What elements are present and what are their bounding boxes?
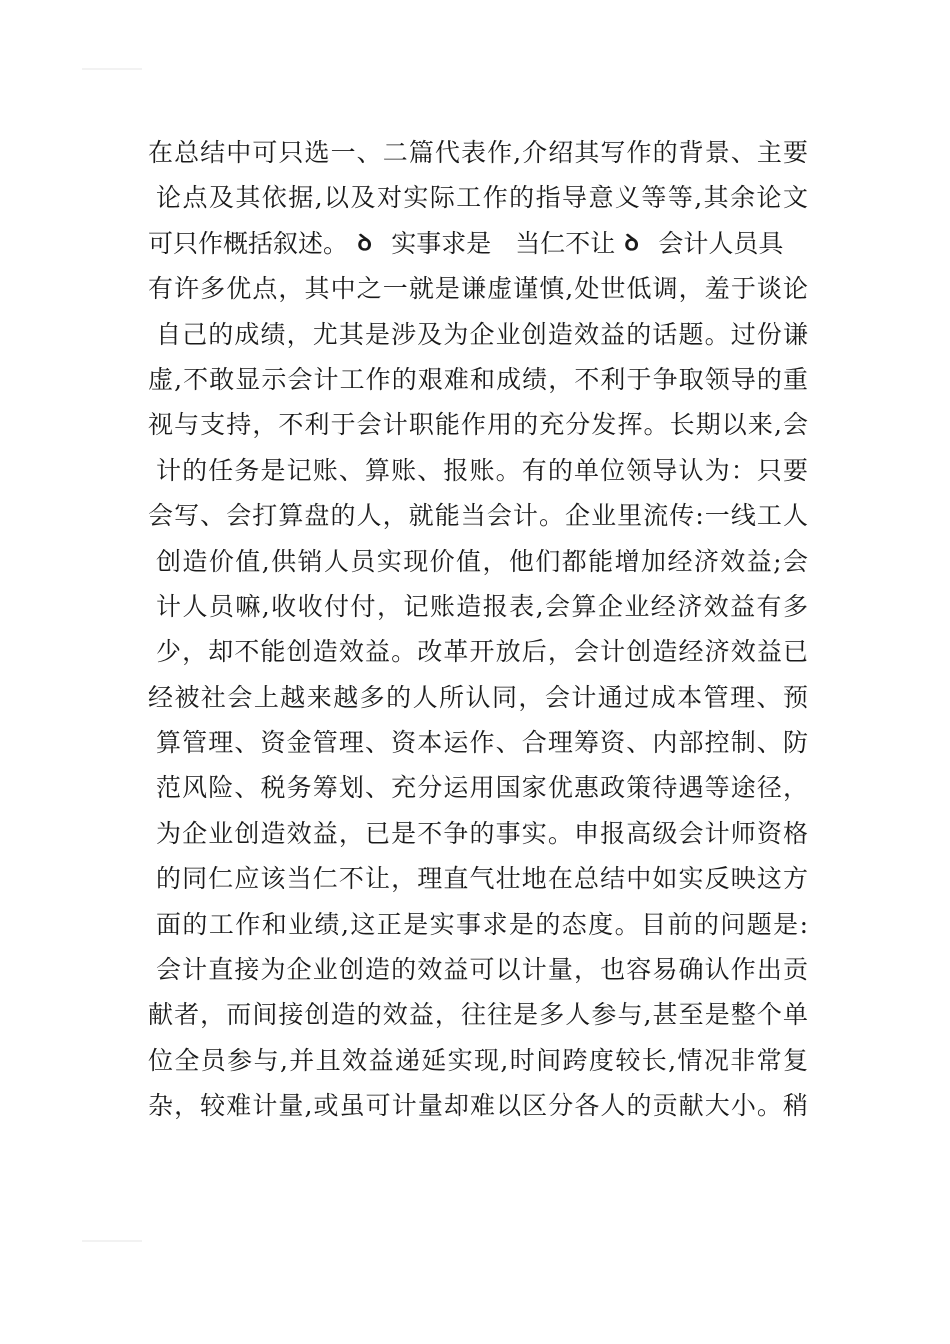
section-mark-icon: ꝺ <box>357 229 372 256</box>
heading-dangrenburang: 当仁不让 <box>515 228 616 258</box>
text-line-6: 虚,不敢显示会计工作的艰难和成绩，不利于争取领导的重 <box>148 364 808 394</box>
section-mark-icon-2: ꝺ <box>624 229 640 256</box>
text-line-8: 计的任务是记账、算账、报账。有的单位领导认为：只要 <box>156 455 808 485</box>
line3-part1: 可只作概括叙述。 <box>148 228 349 258</box>
text-line-17: 的同仁应该当仁不让，理直气壮地在总结中如实反映这方 <box>156 864 808 894</box>
text-line-10: 创造价值,供销人员实现价值，他们都能增加经济效益;会 <box>156 546 808 576</box>
text-line-21: 位全员参与,并且效益递延实现,时间跨度较长,情况非常复 <box>148 1045 808 1075</box>
text-line-19: 会计直接为企业创造的效益可以计量，也容易确认作出贡 <box>156 955 808 985</box>
text-line-4: 有许多优点，其中之一就是谦虚谨慎,处世低调，羞于谈论 <box>148 274 808 304</box>
body-text <box>148 130 808 1129</box>
heading-shishiqiushi: 实事求是 <box>391 228 492 258</box>
text-line-9: 会写、会打算盘的人，就能当会计。企业里流传:一线工人 <box>148 501 808 531</box>
text-line-12: 少，却不能创造效益。改革开放后，会计创造经济效益已 <box>156 637 808 667</box>
text-line-16: 为企业创造效益，已是不争的事实。申报高级会计师资格 <box>156 818 808 848</box>
text-line-13: 经被社会上越来越多的人所认同，会计通过成本管理、预 <box>148 682 808 712</box>
bottom-scan-mark <box>82 1240 142 1242</box>
text-line-15: 范风险、税务筹划、充分运用国家优惠政策待遇等途径， <box>156 773 808 803</box>
top-scan-mark <box>82 68 142 70</box>
text-line-3 <box>148 221 808 266</box>
text-line-1: 在总结中可只选一、二篇代表作,介绍其写作的背景、主要 <box>148 138 808 167</box>
text-line-20: 献者，而间接创造的效益，往往是多人参与,甚至是整个单 <box>148 1000 808 1030</box>
text-line-14: 算管理、资金管理、资本运作、合理筹资、内部控制、防 <box>156 728 808 758</box>
text-line-5: 自己的成绩，尤其是涉及为企业创造效益的话题。过份谦 <box>156 319 808 349</box>
text-line-11: 计人员嘛,收收付付，记账造报表,会算企业经济效益有多 <box>156 591 808 621</box>
text-line-2: 论点及其依据,以及对实际工作的指导意义等等,其余论文 <box>156 183 808 213</box>
text-line-18: 面的工作和业绩,这正是实事求是的态度。目前的问题是: <box>156 909 808 939</box>
line3-part2: 会计人员具 <box>658 228 784 258</box>
text-line-22: 杂，较难计量,或虽可计量却难以区分各人的贡献大小。稍 <box>148 1091 808 1121</box>
text-line-7: 视与支持，不利于会计职能作用的充分发挥。长期以来,会 <box>148 410 808 440</box>
